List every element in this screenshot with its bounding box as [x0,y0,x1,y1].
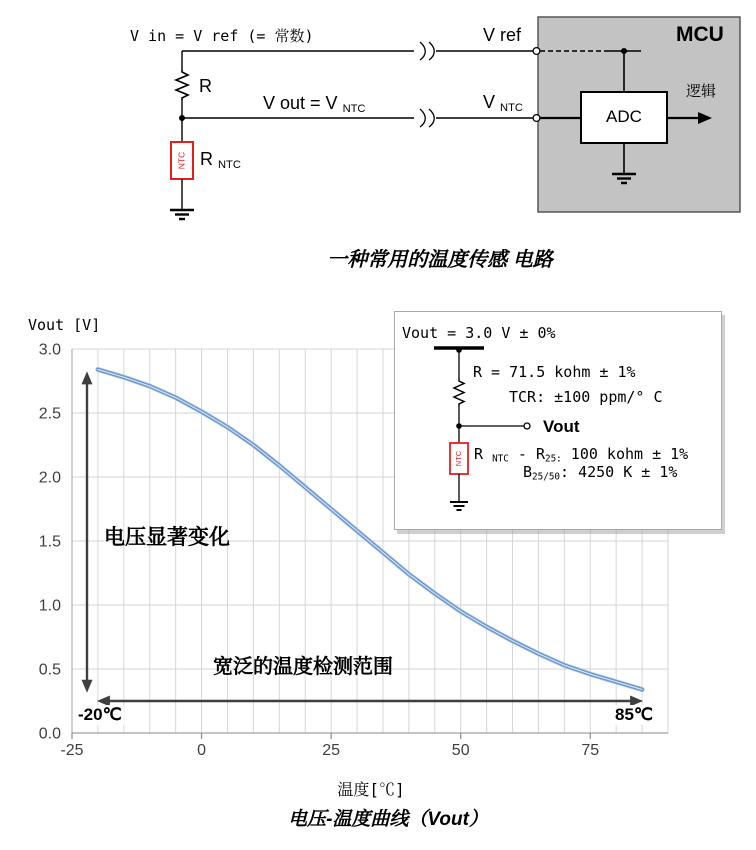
x-tick-label: -25 [60,742,84,759]
arrowhead-icon [82,371,93,384]
vout-eq-label: V out = V $_{NTC}$ [263,93,366,115]
y-tick-label: 0.0 [38,725,61,743]
logic-label: 逻辑 [686,83,717,100]
ntc-resistor-text: NTC [453,450,463,467]
vref-pin-label: V ref [483,25,522,45]
x-tick-label: 75 [581,742,600,759]
inset-vout-label: Vout [543,417,580,436]
inset-b-line: $B_{25/50}$: 4250 K ± 1% [523,463,678,483]
range-start-label: -20℃ [78,705,122,724]
x-tick-label: 25 [322,742,341,759]
adc-label: ADC [606,107,642,126]
vntc-pin-label: V $_{NTC}$ [483,92,523,114]
circuit-caption: 一种常用的温度传感 电路 [327,249,553,271]
y-tick-label: 3.0 [38,341,61,359]
inset-supply-line: Vout = 3.0 V ± 0% [402,324,556,342]
r-label: R [199,76,212,96]
annotation-voltage-change: 电压显著变化 [104,526,230,549]
ntc-resistor-text: NTC [176,151,187,170]
mcu-label: MCU [676,23,724,46]
inset-r-line: R = 71.5 kohm ± 1% [473,363,636,381]
ground-icon [450,502,468,510]
x-axis-title: 温度[℃] [337,780,405,799]
resistor-icon [454,379,464,406]
rntc-label: R $_{NTC}$ [200,149,241,171]
vout-terminal [524,423,530,429]
y-axis-title: Vout [V] [28,316,101,334]
x-tick-label: 0 [197,742,207,759]
y-tick-label: 1.0 [38,597,61,615]
x-tick-label: 50 [451,742,470,759]
vin-label: V in = V ref (= 常数) [130,27,314,45]
chart-caption: 电压-温度曲线（Vout） [288,809,488,830]
inset-rntc-line: R $_{NTC} - R_{25:}$ 100 kohm ± 1% [474,445,689,465]
range-end-label: 85℃ [615,705,654,724]
arrowhead-icon [82,680,93,693]
inset-conditions-box [394,311,722,530]
y-tick-label: 2.0 [38,469,61,487]
y-tick-label: 1.5 [38,533,61,551]
y-tick-label: 2.5 [38,405,61,423]
y-tick-label: 0.5 [38,661,61,679]
annotation-temp-range: 宽泛的温度检测范围 [213,656,393,678]
inset-tcr-line: TCR: ±100 ppm/° C [509,388,663,406]
